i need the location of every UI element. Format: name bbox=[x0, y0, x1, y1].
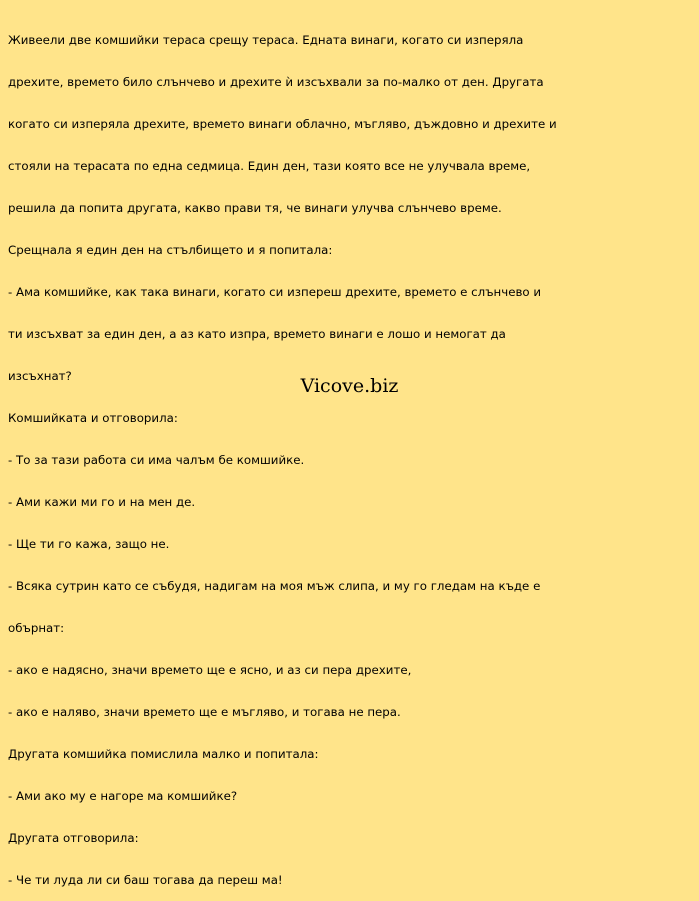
joke-line: Срещнала я един ден на стълбището и я попитала: bbox=[8, 243, 333, 257]
joke-line: - Ама комшийке, как така винаги, когато си изпереш дрехите, времето е слънчево и bbox=[8, 285, 542, 299]
joke-line: - Ами кажи ми го и на мен де. bbox=[8, 495, 196, 509]
joke-line: - ако е надясно, значи времето ще е ясно, и аз си пера дрехите, bbox=[8, 663, 412, 677]
joke-text bbox=[8, 5, 693, 901]
joke-line: Комшийката и отговорила: bbox=[8, 411, 178, 425]
joke-line: - Ами ако му е нагоре ма комшийке? bbox=[8, 789, 238, 803]
joke-line: - То за тази работа си има чалъм бе комшийке. bbox=[8, 453, 305, 467]
joke-line: - Че ти луда ли си баш тогава да переш ма! bbox=[8, 873, 283, 887]
joke-line: стояли на терасата по една седмица. Един ден, тази която все не улучвала време, bbox=[8, 159, 531, 173]
joke-line: Другата отговорила: bbox=[8, 831, 139, 845]
joke-line: Живеели две комшийки тераса срещу тераса. Едната винаги, когато си изперяла bbox=[8, 33, 524, 47]
joke-line: изсъхнат? bbox=[8, 369, 72, 383]
joke-line: дрехите, времето било слънчево и дрехите ѝ изсъхвали за по-малко от ден. Другата bbox=[8, 75, 544, 89]
joke-line: когато си изперяла дрехите, времето винаги облачно, мъгляво, дъждовно и дрехите и bbox=[8, 117, 557, 131]
joke-line: обърнат: bbox=[8, 621, 65, 635]
site-watermark: Vicove.biz bbox=[300, 375, 399, 397]
joke-line: - Всяка сутрин като се събудя, надигам на моя мъж слипа, и му го гледам на къде е bbox=[8, 579, 541, 593]
joke-line: решила да попита другата, какво прави тя, че винаги улучва слънчево време. bbox=[8, 201, 502, 215]
joke-line: - Ще ти го кажа, защо не. bbox=[8, 537, 170, 551]
joke-line: - ако е наляво, значи времето ще е мъгляво, и тогава не пера. bbox=[8, 705, 401, 719]
joke-line: ти изсъхват за един ден, а аз като изпра, времето винаги е лошо и немогат да bbox=[8, 327, 506, 341]
joke-line: Другата комшийка помислила малко и попитала: bbox=[8, 747, 319, 761]
